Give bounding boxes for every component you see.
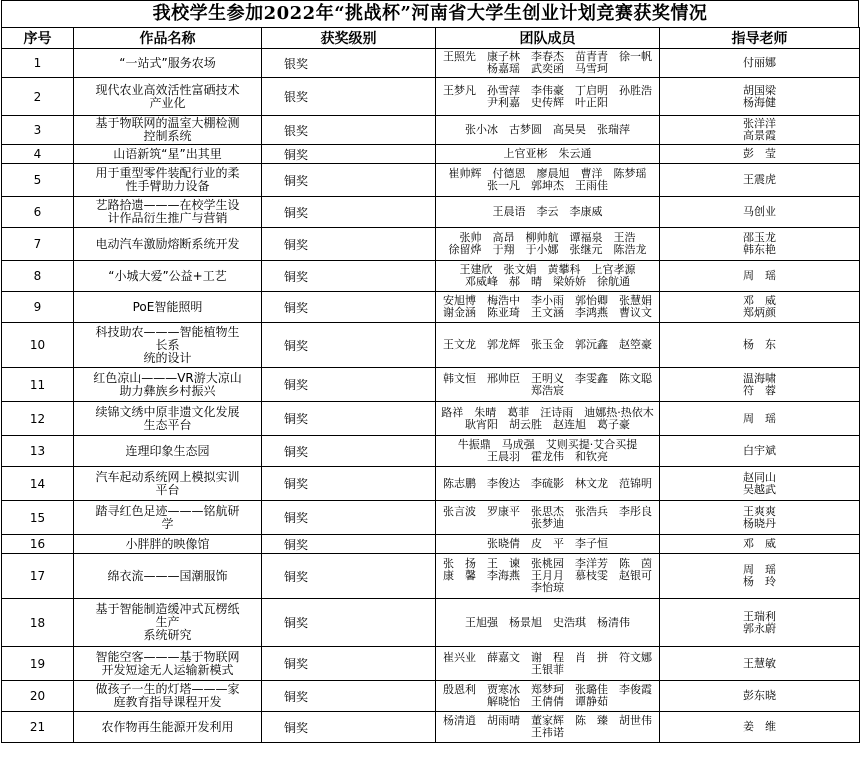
project-name bbox=[74, 261, 262, 292]
team-members-line: 王晨语 李云 李康威 bbox=[492, 205, 603, 218]
table-row bbox=[2, 436, 860, 467]
project-name-line: 平台 bbox=[155, 482, 180, 497]
team-members bbox=[436, 436, 660, 467]
team-members bbox=[436, 501, 660, 535]
advisor bbox=[660, 467, 860, 501]
project-name-line: 用于重型零件装配行业的柔 bbox=[95, 166, 240, 180]
sheet-title: 我校学生参加2022年“挑战杯”河南省大学生创业计划竞赛获奖情况 bbox=[1, 0, 859, 27]
award-level: 铜奖 bbox=[262, 467, 436, 501]
project-name bbox=[74, 554, 262, 599]
table-body bbox=[2, 49, 860, 743]
team-members bbox=[436, 681, 660, 712]
project-name-line: 开发短途无人运输新模式 bbox=[101, 662, 234, 677]
team-members-line: 杨嘉瑶 武奕函 马雪珂 bbox=[487, 62, 608, 75]
advisor-line: 马创业 bbox=[743, 205, 776, 218]
team-members bbox=[436, 599, 660, 647]
team-members bbox=[436, 261, 660, 292]
team-members bbox=[436, 712, 660, 743]
team-members-line: 郑浩宸 bbox=[531, 383, 564, 397]
award-level: 铜奖 bbox=[262, 323, 436, 368]
award-level: 铜奖 bbox=[262, 261, 436, 292]
row-index: 21 bbox=[2, 712, 74, 743]
advisor-line: 温海啸 bbox=[743, 371, 776, 385]
advisor-line: 张洋洋 bbox=[743, 117, 776, 130]
project-name bbox=[74, 681, 262, 712]
advisor bbox=[660, 402, 860, 436]
table-row bbox=[2, 49, 860, 78]
project-name bbox=[74, 323, 262, 368]
project-name bbox=[74, 145, 262, 164]
project-name-line: 农作物再生能源开发利用 bbox=[101, 719, 234, 734]
header-row bbox=[2, 28, 860, 49]
project-name bbox=[74, 228, 262, 261]
row-index: 6 bbox=[2, 197, 74, 228]
row-index: 16 bbox=[2, 535, 74, 554]
team-members bbox=[436, 292, 660, 323]
advisor-line: 白宇斌 bbox=[743, 444, 776, 457]
advisor bbox=[660, 535, 860, 554]
advisor-line: 韩东艳 bbox=[743, 243, 776, 256]
project-name-line: 基于智能制造缓冲式瓦楞纸 bbox=[95, 602, 240, 616]
advisor bbox=[660, 197, 860, 228]
table-row bbox=[2, 402, 860, 436]
award-level: 银奖 bbox=[262, 78, 436, 116]
table-row bbox=[2, 535, 860, 554]
award-level: 铜奖 bbox=[262, 681, 436, 712]
project-name-line: 做孩子一生的灯塔———家 bbox=[95, 682, 240, 696]
advisor-line: 邓 威 bbox=[743, 294, 776, 307]
team-members-line: 牛振鼎 马成强 艾则买提·艾合买提 bbox=[457, 438, 638, 451]
row-index: 11 bbox=[2, 368, 74, 402]
row-index: 7 bbox=[2, 228, 74, 261]
advisor-line: 杨 玲 bbox=[743, 575, 776, 588]
advisor-line: 杨 东 bbox=[743, 338, 776, 351]
table-row bbox=[2, 197, 860, 228]
project-name-line: 生产 bbox=[155, 615, 180, 629]
team-members-line: 张小冰 古梦圆 高昊昊 张瑞萍 bbox=[465, 123, 630, 136]
advisor-line: 付丽娜 bbox=[743, 56, 776, 69]
row-index: 2 bbox=[2, 78, 74, 116]
project-name bbox=[74, 599, 262, 647]
advisor bbox=[660, 368, 860, 402]
advisor-line: 彭 莹 bbox=[743, 147, 776, 160]
award-level: 铜奖 bbox=[262, 228, 436, 261]
project-name bbox=[74, 292, 262, 323]
advisor bbox=[660, 292, 860, 323]
table-row bbox=[2, 368, 860, 402]
advisor-line: 高景霞 bbox=[743, 129, 776, 142]
team-members-line: 张言波 罗康平 张思杰 张浩兵 李彤良 bbox=[443, 504, 652, 518]
project-name-line: 长系 bbox=[155, 337, 180, 352]
team-members-line: 尹利嘉 史传辉 叶正阳 bbox=[487, 95, 608, 109]
team-members bbox=[436, 323, 660, 368]
advisor-line: 邵玉龙 bbox=[743, 231, 776, 244]
advisor-line: 王爽爽 bbox=[743, 504, 776, 518]
project-name bbox=[74, 116, 262, 145]
project-name bbox=[74, 467, 262, 501]
team-members-line: 陈志鹏 李俊达 李硫影 林文龙 范锦明 bbox=[443, 476, 652, 490]
advisor-line: 吴越武 bbox=[743, 482, 776, 496]
advisor bbox=[660, 323, 860, 368]
advisor-line: 符 蓉 bbox=[743, 383, 776, 397]
project-name-line: 踏寻红色足迹———铭航研 bbox=[95, 503, 240, 518]
project-name-line: 连理印象生态园 bbox=[125, 443, 210, 458]
project-name-line: 助力彝族乡村振兴 bbox=[119, 383, 216, 398]
advisor-line: 赵同山 bbox=[743, 470, 776, 484]
project-name bbox=[74, 402, 262, 436]
team-members-line: 王晨羽 霍龙伟 和钦亮 bbox=[487, 450, 608, 463]
advisor-line: 杨海健 bbox=[743, 95, 776, 109]
header-level: 获奖级别 bbox=[262, 28, 436, 49]
advisor-line: 王慧敏 bbox=[743, 656, 776, 670]
team-members bbox=[436, 78, 660, 116]
team-members bbox=[436, 197, 660, 228]
team-members bbox=[436, 647, 660, 681]
advisor bbox=[660, 261, 860, 292]
advisor-line: 胡国梁 bbox=[743, 83, 776, 97]
project-name-line: 艺路拾遗———在校学生设 bbox=[95, 198, 240, 212]
row-index: 13 bbox=[2, 436, 74, 467]
row-index: 15 bbox=[2, 501, 74, 535]
table-row bbox=[2, 292, 860, 323]
project-name-line: 产业化 bbox=[149, 95, 186, 110]
advisor bbox=[660, 436, 860, 467]
row-index: 8 bbox=[2, 261, 74, 292]
advisor-line: 周 瑶 bbox=[743, 269, 776, 282]
team-members-line: 王银菲 bbox=[531, 662, 564, 676]
award-level: 铜奖 bbox=[262, 712, 436, 743]
row-index: 5 bbox=[2, 164, 74, 197]
team-members bbox=[436, 164, 660, 197]
row-index: 14 bbox=[2, 467, 74, 501]
project-name-line: 科技助农———智能植物生 bbox=[95, 324, 240, 339]
project-name bbox=[74, 49, 262, 78]
table-row bbox=[2, 261, 860, 292]
project-name-line: 性手臂助力设备 bbox=[125, 179, 210, 193]
team-members-line: 康 馨 李海燕 王月月 慕枝雯 赵银可 bbox=[443, 569, 652, 582]
table-row bbox=[2, 647, 860, 681]
advisor bbox=[660, 554, 860, 599]
row-index: 12 bbox=[2, 402, 74, 436]
project-name bbox=[74, 501, 262, 535]
row-index: 9 bbox=[2, 292, 74, 323]
advisor-line: 邓 威 bbox=[743, 537, 776, 550]
table-row bbox=[2, 164, 860, 197]
header-name: 作品名称 bbox=[74, 28, 262, 49]
project-name bbox=[74, 368, 262, 402]
project-name-line: 统的设计 bbox=[143, 350, 192, 365]
awards-sheet bbox=[1, 0, 859, 743]
row-index: 10 bbox=[2, 323, 74, 368]
team-members-line: 杨清逍 胡雨晴 董家辉 陈 臻 胡世伟 bbox=[443, 714, 652, 727]
project-name-line: “一站式”服务农场 bbox=[119, 55, 216, 70]
award-level: 铜奖 bbox=[262, 197, 436, 228]
row-index: 4 bbox=[2, 145, 74, 164]
project-name bbox=[74, 535, 262, 554]
award-level: 银奖 bbox=[262, 49, 436, 78]
advisor bbox=[660, 145, 860, 164]
award-level: 铜奖 bbox=[262, 501, 436, 535]
row-index: 1 bbox=[2, 49, 74, 78]
table-row bbox=[2, 501, 860, 535]
award-level: 铜奖 bbox=[262, 599, 436, 647]
advisor-line: 王瑞利 bbox=[743, 609, 776, 623]
award-level: 铜奖 bbox=[262, 368, 436, 402]
project-name bbox=[74, 712, 262, 743]
header-idx: 序号 bbox=[2, 28, 74, 49]
advisor-line: 姜 维 bbox=[743, 720, 776, 733]
table-row bbox=[2, 554, 860, 599]
team-members-line: 张梦迪 bbox=[531, 516, 564, 530]
award-level: 铜奖 bbox=[262, 145, 436, 164]
table-row bbox=[2, 116, 860, 145]
award-level: 铜奖 bbox=[262, 164, 436, 197]
advisor-line: 彭东晓 bbox=[743, 689, 776, 702]
row-index: 3 bbox=[2, 116, 74, 145]
team-members-line: 王旭强 杨景旭 史浩琪 杨清伟 bbox=[465, 615, 630, 629]
table-row bbox=[2, 323, 860, 368]
project-name-line: 电动汽车激励熔断系统开发 bbox=[95, 236, 240, 251]
team-members-line: 张 扬 王 谏 张桃园 李洋芳 陈 茵 bbox=[443, 557, 652, 570]
project-name-line: 系统研究 bbox=[143, 628, 192, 642]
project-name-line: 学 bbox=[161, 516, 174, 531]
project-name-line: 绵衣流———国潮服饰 bbox=[107, 568, 228, 583]
advisor-line: 周 瑶 bbox=[743, 411, 776, 425]
team-members-line: 崔兴业 薛嘉文 谢 程 肖 拼 符文娜 bbox=[443, 650, 652, 664]
project-name bbox=[74, 436, 262, 467]
award-level: 铜奖 bbox=[262, 535, 436, 554]
advisor bbox=[660, 49, 860, 78]
advisor-line: 王震虎 bbox=[743, 173, 776, 186]
project-name-line: 计作品衍生推广与营销 bbox=[107, 211, 228, 225]
table-row bbox=[2, 228, 860, 261]
award-level: 铜奖 bbox=[262, 402, 436, 436]
project-name-line: “小城大爱”公益+工艺 bbox=[108, 268, 227, 283]
advisor bbox=[660, 501, 860, 535]
team-members-line: 王文龙 郭龙辉 张玉金 郭沅鑫 赵箜豪 bbox=[443, 338, 652, 351]
team-members-line: 张一凡 郭坤杰 王雨佳 bbox=[487, 179, 608, 192]
award-level: 铜奖 bbox=[262, 436, 436, 467]
award-level: 铜奖 bbox=[262, 647, 436, 681]
project-name-line: PoE智能照明 bbox=[132, 299, 203, 314]
team-members-line: 邓威峰 郝 晴 梁娇娇 徐航通 bbox=[465, 275, 630, 288]
row-index: 19 bbox=[2, 647, 74, 681]
project-name-line: 小胖胖的映像馆 bbox=[125, 536, 210, 551]
team-members-line: 殷恩利 贾寒冰 郑梦珂 张璐佳 李俊霞 bbox=[443, 683, 652, 696]
advisor bbox=[660, 78, 860, 116]
table-row bbox=[2, 599, 860, 647]
project-name-line: 生态平台 bbox=[143, 417, 192, 432]
project-name-line: 基于物联网的温室大棚检测 bbox=[95, 116, 240, 130]
advisor bbox=[660, 228, 860, 261]
award-level: 银奖 bbox=[262, 116, 436, 145]
project-name-line: 汽车起动系统网上模拟实训 bbox=[95, 469, 240, 484]
advisor-line: 郭永蔚 bbox=[743, 621, 776, 635]
award-level: 铜奖 bbox=[262, 554, 436, 599]
row-index: 17 bbox=[2, 554, 74, 599]
table-row bbox=[2, 467, 860, 501]
team-members-line: 王照先 康子林 李春杰 苗青青 徐一帆 bbox=[443, 50, 652, 63]
table-row bbox=[2, 78, 860, 116]
advisor-line: 杨晓丹 bbox=[743, 516, 776, 530]
team-members-line: 耿宵阳 胡云胜 赵连旭 葛子豪 bbox=[465, 417, 630, 431]
table-row bbox=[2, 145, 860, 164]
project-name-line: 控制系统 bbox=[143, 129, 192, 143]
team-members-line: 崔帅辉 付德恩 廖晨旭 曹洋 陈梦瑶 bbox=[448, 167, 647, 180]
team-members-line: 张晓倩 皮 平 李子恒 bbox=[487, 537, 608, 550]
advisor bbox=[660, 599, 860, 647]
project-name-line: 续锦文绣中原非遗文化发展 bbox=[95, 404, 240, 419]
team-members bbox=[436, 467, 660, 501]
team-members-line: 徐留烨 于翔 于小娜 张继元 陈浩龙 bbox=[448, 243, 647, 256]
awards-table bbox=[1, 27, 860, 743]
team-members-line: 王祎诺 bbox=[531, 726, 564, 739]
advisor-line: 郑炳颜 bbox=[743, 306, 776, 319]
project-name bbox=[74, 647, 262, 681]
project-name-line: 智能空客———基于物联网 bbox=[95, 649, 240, 664]
table-row bbox=[2, 681, 860, 712]
row-index: 20 bbox=[2, 681, 74, 712]
team-members bbox=[436, 116, 660, 145]
team-members-line: 解晓怡 王倩倩 谭静茹 bbox=[487, 695, 608, 708]
team-members-line: 上官亚彬 朱云通 bbox=[503, 147, 592, 160]
team-members-line: 王梦凡 孙雪萍 李伟豪 丁启明 孙胜浩 bbox=[443, 83, 652, 97]
advisor bbox=[660, 116, 860, 145]
project-name bbox=[74, 78, 262, 116]
team-members-line: 张帅 高昂 柳帅航 谭福泉 王浩 bbox=[459, 231, 636, 244]
team-members bbox=[436, 402, 660, 436]
project-name bbox=[74, 197, 262, 228]
advisor bbox=[660, 164, 860, 197]
team-members-line: 韩文恒 邢帅臣 王明义 李雯鑫 陈文聪 bbox=[443, 371, 652, 385]
advisor bbox=[660, 681, 860, 712]
team-members-line: 安旭博 梅浩中 李小雨 郭怡卿 张慧娟 bbox=[443, 294, 652, 307]
project-name-line: 现代农业高效活性富硒技术 bbox=[95, 82, 240, 97]
project-name bbox=[74, 164, 262, 197]
project-name-line: 红色凉山———VR游大凉山 bbox=[93, 370, 242, 385]
team-members-line: 谢金涵 陈亚琦 王文涵 李鸿燕 曹议文 bbox=[443, 306, 652, 319]
advisor-line: 周 瑶 bbox=[743, 563, 776, 576]
team-members bbox=[436, 49, 660, 78]
team-members bbox=[436, 368, 660, 402]
team-members-line: 李怡琼 bbox=[531, 581, 564, 594]
advisor bbox=[660, 647, 860, 681]
table-row bbox=[2, 712, 860, 743]
team-members bbox=[436, 228, 660, 261]
team-members bbox=[436, 554, 660, 599]
header-members: 团队成员 bbox=[436, 28, 660, 49]
award-level: 铜奖 bbox=[262, 292, 436, 323]
team-members bbox=[436, 535, 660, 554]
row-index: 18 bbox=[2, 599, 74, 647]
advisor bbox=[660, 712, 860, 743]
project-name-line: 山语新筑“星”出其里 bbox=[113, 146, 222, 161]
header-advisor: 指导老师 bbox=[660, 28, 860, 49]
team-members-line: 王建欣 张文娟 黄攀科 上官孝源 bbox=[459, 263, 636, 276]
team-members bbox=[436, 145, 660, 164]
team-members-line: 路祥 朱晴 葛菲 汪诗雨 迪娜热·热依木 bbox=[441, 405, 654, 419]
project-name-line: 庭教育指导课程开发 bbox=[113, 695, 222, 709]
